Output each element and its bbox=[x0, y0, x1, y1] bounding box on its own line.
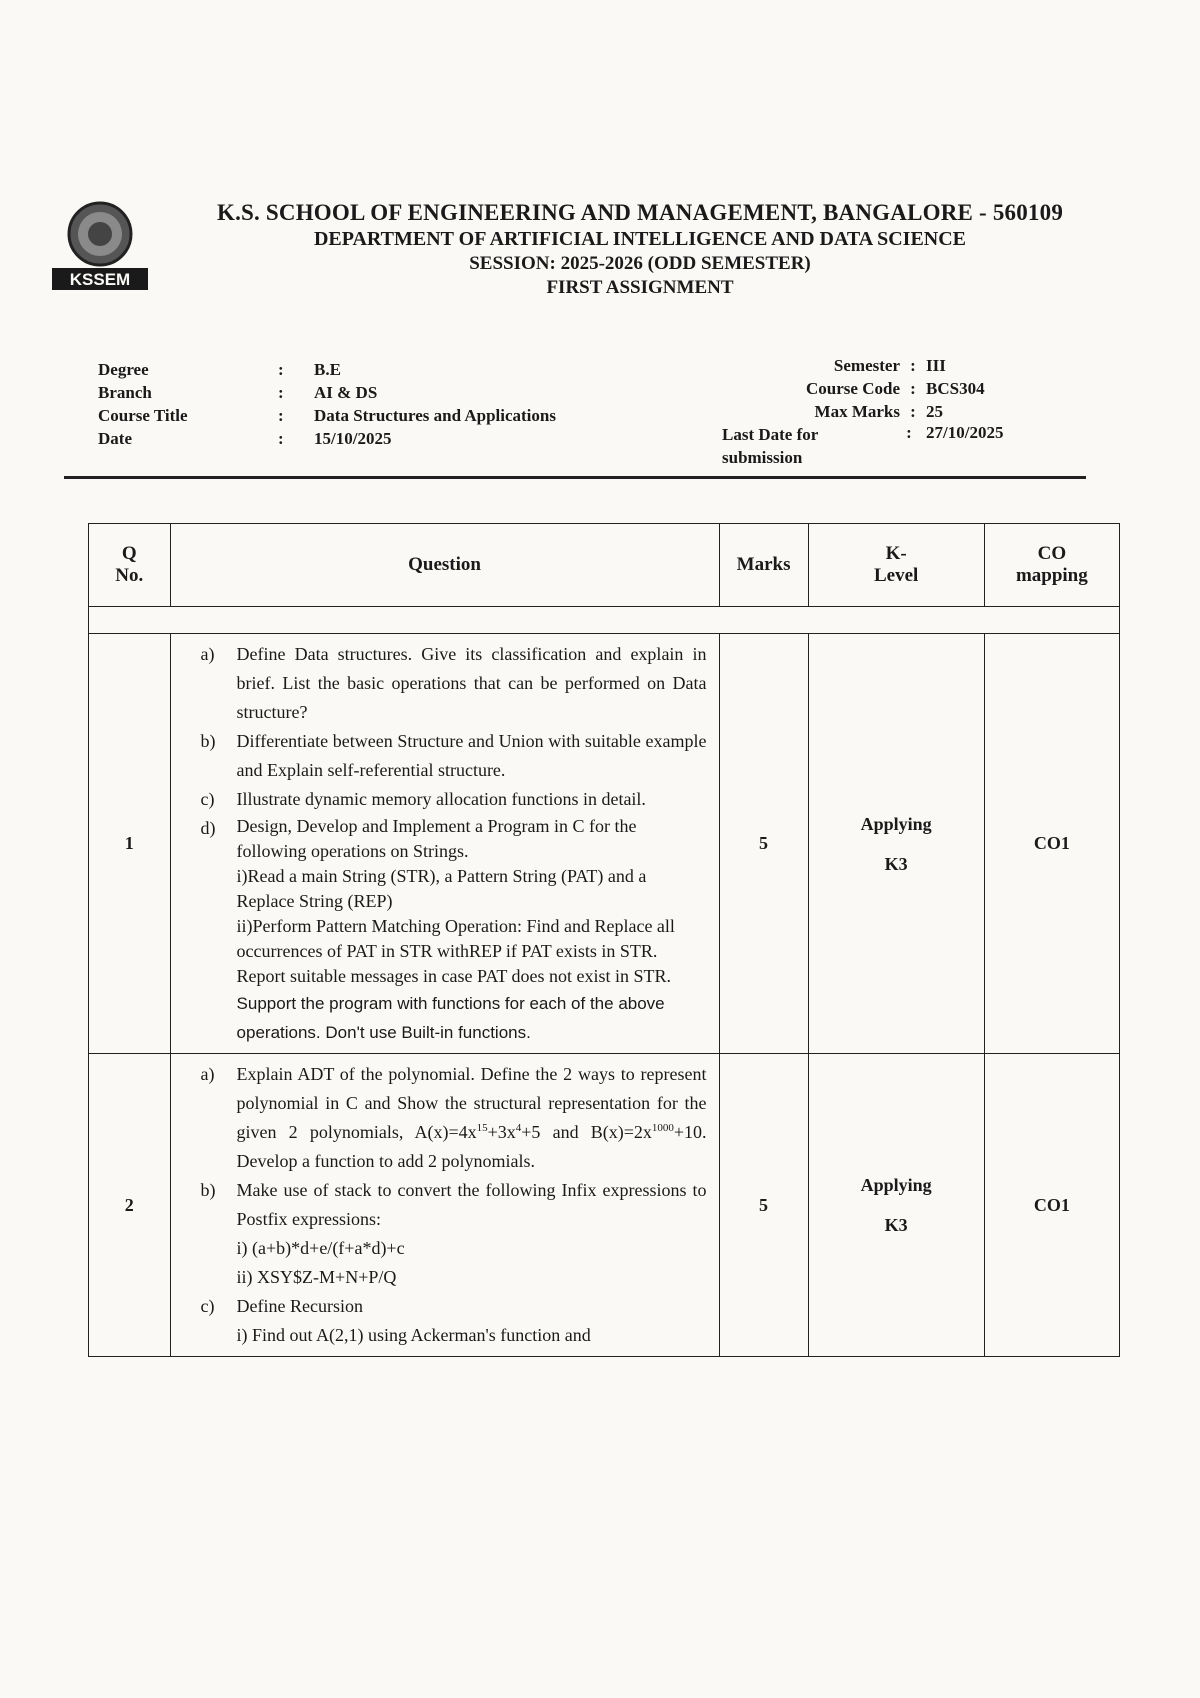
q1-part-a: a) Define Data structures. Give its classification and explain in brief. List the basic operations that can be performed on Data structure? bbox=[200, 644, 707, 722]
session: SESSION: 2025-2026 (ODD SEMESTER) bbox=[469, 253, 811, 274]
meta-row-branch: Branch : AI & DS bbox=[98, 382, 378, 402]
course-details-right bbox=[722, 354, 1003, 469]
table-row bbox=[89, 1054, 1120, 1357]
course-details-left bbox=[98, 358, 556, 450]
header-co-mapping: CO mapping bbox=[984, 524, 1119, 607]
q1-part-d: d) Design, Develop and Implement a Program in C for the following operations on Strings. i)Read a main String (STR), a Pattern String (PAT) and a Replace String (REP) ii)Perform Pattern Matching Operation: Find and Replace all occurrences of PAT in STR withREP if PAT exists in STR. Report suitable messages in case PAT does not exist in STR. Support the program with functions for each of the above operations. Don't use Built-in functions. bbox=[200, 816, 675, 1042]
header-divider bbox=[64, 476, 1086, 479]
meta-row-max-marks: Max Marks : 25 bbox=[814, 401, 943, 421]
table-row bbox=[89, 634, 1120, 1054]
meta-row-degree: Degree : B.E bbox=[98, 359, 341, 379]
college-logo bbox=[50, 198, 150, 294]
logo-text: KSSEM bbox=[69, 270, 131, 289]
q2-part-a: a) Explain ADT of the polynomial. Define the 2 ways to represent polynomial in C and Show the structural representation for the given 2 polynomials, $A(x)=4x^{15}+3x^4+5$ and $B(x)=2x^{1000}+10$. Develop a function to add 2 polynomials. bbox=[200, 1064, 707, 1171]
q1-question bbox=[170, 634, 719, 1054]
meta-row-course-code: Course Code : BCS304 bbox=[806, 378, 985, 398]
meta-row-last-date: Last Date for submission : 27/10/2025 bbox=[722, 423, 1004, 467]
q1-part-c: c) Illustrate dynamic memory allocation functions in detail. bbox=[200, 789, 646, 809]
q2-klevel: Applying K3 bbox=[808, 1054, 984, 1357]
assignment-title: FIRST ASSIGNMENT bbox=[546, 277, 734, 298]
q2-part-b: b) Make use of stack to convert the following Infix expressions to Postfix expressions: i) (a+b)*d+e/(f+a*d)+c ii) XSY$Z-M+N+P/Q bbox=[200, 1180, 707, 1287]
document-header bbox=[160, 200, 1120, 299]
header-marks: Marks bbox=[719, 524, 808, 607]
q2-marks: 5 bbox=[719, 1054, 808, 1357]
q1-co: CO1 bbox=[984, 634, 1119, 1054]
department-name: DEPARTMENT OF ARTIFICIAL INTELLIGENCE AND DATA SCIENCE bbox=[313, 228, 967, 250]
meta-row-course-title: Course Title : Data Structures and Applications bbox=[98, 405, 556, 425]
question-table bbox=[88, 523, 1120, 1357]
q2-part-c: c) Define Recursion i) Find out A(2,1) using Ackerman's function and bbox=[200, 1296, 591, 1345]
header-qno: Q No. bbox=[89, 524, 171, 607]
q1-klevel: Applying K3 bbox=[808, 634, 984, 1054]
meta-row-date: Date : 15/10/2025 bbox=[98, 428, 392, 448]
meta-row-semester: Semester : III bbox=[833, 355, 946, 375]
q2-co: CO1 bbox=[984, 1054, 1119, 1357]
table-spacer-row bbox=[89, 607, 1120, 634]
header-question: Question bbox=[170, 524, 719, 607]
q1-part-b: b) Differentiate between Structure and Union with suitable example and Explain self-referential structure. bbox=[200, 731, 707, 780]
header-klevel: K- Level bbox=[808, 524, 984, 607]
school-name: K.S. SCHOOL OF ENGINEERING AND MANAGEMENT, BANGALORE - 560109 bbox=[216, 200, 1064, 225]
table-header-row bbox=[89, 524, 1120, 607]
q1-marks: 5 bbox=[719, 634, 808, 1054]
q2-number: 2 bbox=[89, 1054, 171, 1357]
q2-question bbox=[170, 1054, 719, 1357]
q1-number: 1 bbox=[89, 634, 171, 1054]
